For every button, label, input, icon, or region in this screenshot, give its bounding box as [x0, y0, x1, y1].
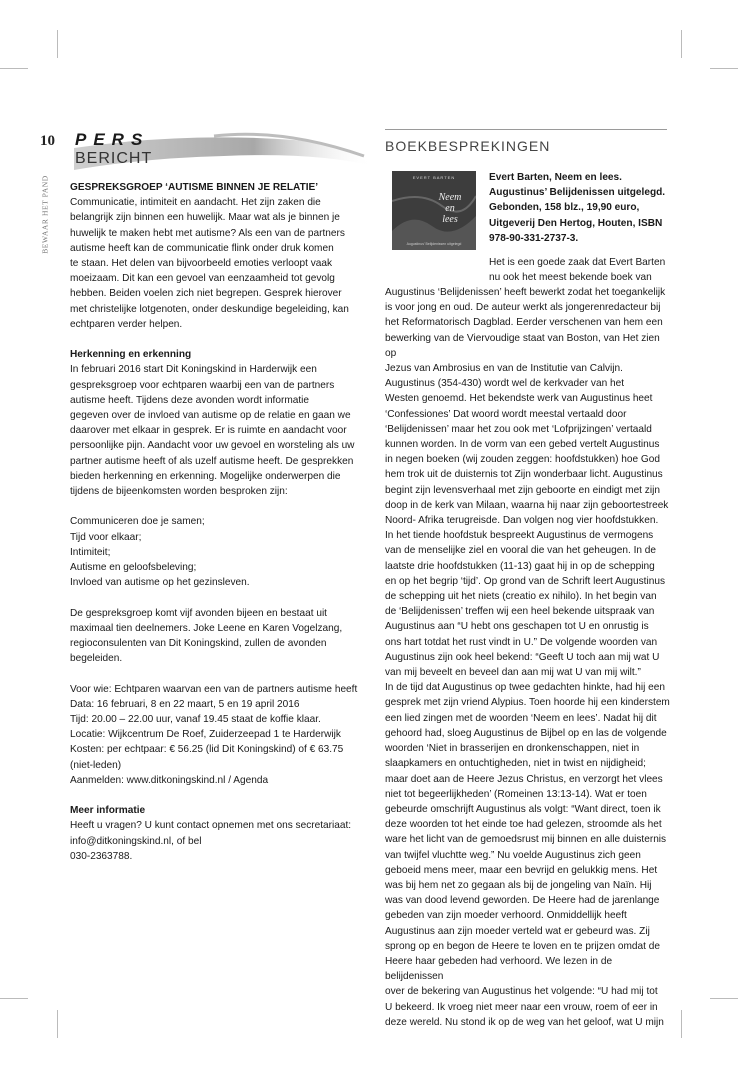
article-intro: Communicatie, intimiteit en aandacht. Het zijn zaken die belangrijk zijn binnen een huwelijk. Maar wat als je binnen je huwelijk te maken hebt met autisme? Als een van de partners autisme heeft kan de communicatie flink onder druk komen te staan. Het delen van bijvoorbeeld emoties verloopt vaak moeizaam. Dit kan een gevoel van eenzaamheid tot gevolg hebben. Beiden voelen zich niet begrepen. Gesprek hierover met christelijke lotgenoten, onder deskundige begeleiding, kan echtparen verder helpen. [70, 197, 349, 330]
crop-mark [57, 30, 58, 58]
topics-list: Communiceren doe je samen; Tijd voor elkaar; Intimiteit; Autisme en geloofsbeleving; Invloed van autisme op het gezinsleven. [70, 516, 250, 589]
cover-subtitle: Augustinus’ Belijdenissen uitgelegd [406, 242, 462, 246]
crop-mark [710, 998, 738, 999]
review-intro: Het is een goede zaak dat Evert Barten nu ook het meest bekende boek van [489, 257, 666, 284]
cover-title-line: lees [442, 214, 458, 225]
book-cover [392, 171, 476, 250]
article-heading: GESPREKSGROEP ‘AUTISME BINNEN JE RELATIE’ [70, 182, 319, 193]
crop-mark [681, 30, 682, 58]
header-pers: PERS [75, 130, 150, 149]
crop-mark [0, 998, 28, 999]
practical-info: Voor wie: Echtparen waarvan een van de partners autisme heeft Data: 16 februari, 8 en 22 maart, 5 en 19 april 2016 Tijd: 20.00 – 22.00 uur, vanaf 19.45 staat de koffie klaar. Locatie: Wijkcentrum De Roef, Zuiderzeepad 1 te Harderwijk Kosten: per echtpaar: € 56.25 (lid Dit Koningskind) of € 63.75 (niet-leden) Aanmelden: www.ditkoningskind.nl / Agenda [70, 683, 358, 786]
crop-mark [0, 68, 28, 69]
section-heading: Herkenning en erkenning [70, 349, 192, 361]
group-info: De gespreksgroep komt vijf avonden bijeen en bestaat uit maximaal tien deelnemers. Joke Leene en Karen Vogelzang, regioconsulenten van Dit Koningskind, zullen de avonden begeleiden. [70, 607, 343, 665]
page-number: 10 [40, 133, 55, 149]
crop-mark [57, 1010, 58, 1038]
crop-mark [681, 1010, 682, 1038]
section-rule [385, 129, 667, 130]
cover-title-line: Neem [438, 192, 462, 203]
section-body: In februari 2016 start Dit Koningskind in Harderwijk een gespreksgroep voor echtparen waarbij een van de partners autisme heeft. Tijdens deze avonden wordt informatie gegeven over de invloed van autisme op de relatie en gaan we daarover met elkaar in gesprek. Er is ruimte en aandacht voor persoonlijke pijn. Aandacht voor uw gevoel en worsteling als uw partner autisme heeft of als uzelf autisme heeft. De gesprekken bieden herkenning en erkenning. Mogelijke onderwerpen die tijdens de bijeenkomsten worden besproken zijn: [70, 364, 355, 498]
book-info: Evert Barten, Neem en lees. Augustinus’ Belijdenissen uitgelegd. Gebonden, 158 blz., 19,90 euro, Uitgeverij Den Hertog, Houten, ISBN 978-90-331-2737-3. [489, 172, 666, 244]
more-info-heading: Meer informatie [70, 805, 146, 817]
section-title: BOEKBESPREKINGEN [385, 138, 551, 154]
cover-title [430, 192, 470, 225]
more-info-body: Heeft u vragen? U kunt contact opnemen met ons secretariaat: info@ditkoningskind.nl, of bel 030-2363788. [70, 820, 352, 862]
review-body: Augustinus ‘Belijdenissen’ heeft bewerkt zodat het toegankelijk is voor jong en oud. De auteur werkt als jongerenredacteur bij het Reformatorisch Dagblad. Eerder verschenen van hem een bewerking van de Viervoudige staat van Boston, van Het zien op Jezus van Ambrosius en van de Institutie van Calvijn. Augustinus (354-430) wordt wel de kerkvader van het Westen genoemd. Het bekendste werk van Augustinus heet ‘Confessiones’ Dat woord wordt meestal vertaald door ‘Belijdenissen’ maar het zou ook met ‘Lofprijzingen’ vertaald kunnen worden. In de vorm van een gebed vertelt Augustinus in negen boeken (wij zouden zeggen: hoofdstukken) hoe God hem trok uit de duisternis tot Zijn wonderbaar licht. Augustinus begint zijn levensverhaal met zijn geboorte en eindigt met zijn doop in de kerk van Milaan, waarna hij naar zijn geboortestreek Noord- Afrika terugreisde. Dan volgen nog vier hoofdstukken. In het tiende hoofdstuk bespreekt Augustinus de vermogens van de menselijke ziel en vooral die van het geheugen. In de laatste drie hoofdstukken (11-13) gaat hij in op de schepping en op het begrip ‘tijd’. Op grond van de Schrift leert Augustinus de schepping uit het niets (creatio ex nihilo). In het begin van de ‘Belijdenissen’ treffen wij een heel bekende uitspraak van Augustinus aan “U hebt ons geschapen tot U en onrustig is ons hart totdat het rust vindt in U.” De volgende woorden van Augustinus zijn ook heel bekend: “Geeft U toch aan mij wat U van mij beveelt en beveel dan aan mij wat U van mij wilt.” In de tijd dat Augustinus op twee gedachten hinkte, had hij een gesprek met zijn vriend Alypius. Toen hoorde hij een kinderstem een lied zingen met de woorden ‘Neem en lees’. Nadat hij dit gehoord had, sloeg Augustinus de Bijbel op en las de volgende woorden ‘Niet in brasserijen en dronkenschappen, niet in slaapkamers en ontuchtigheden, niet in twist en nijdigheid; maar doet aan de Heere Jezus Christus, en verzorgt het vlees niet tot begeerlijkheden’ (Romeinen 13:13-14). Wat er toen gebeurde omschrijft Augustinus als volgt: “Want direct, toen ik deze woorden tot het einde toe had gelezen, stroomde als het ware het licht van de gemoedsrust mij binnen en alle duisternis van twijfel vluchtte weg.” Nu voelde Augustinus zich geen geboeid mens meer, maar een bevrijd en gelukkig mens. Het was bij hem net zo gegaan als bij de jongeling van Naïn. Hij was van dood levend geworden. De Heere had de jarenlange gebeden van zijn moeder verhoord. Onmiddellijk heeft Augustinus aan zijn moeder verteld wat er gebeurd was. Zij sprong op en begon de Heere te loven en te prijzen omdat de Heere haar gebeden had verhoord. We lezen in de belijdenissen over de bekering van Augustinus het volgende: “U had mij tot U bekeerd. Ik vroeg niet meer naar een vrouw, roem of eer in deze wereld. Nu stond ik op de weg van het geloof, wat U mijn [385, 287, 670, 1028]
press-release-column [70, 180, 362, 864]
header-bericht: BERICHT [75, 150, 153, 167]
crop-mark [710, 68, 738, 69]
cover-author: EVERT BARTEN [412, 175, 456, 180]
cover-title-line: en [445, 203, 455, 214]
side-label: BEWAAR HET PAND [40, 175, 50, 254]
